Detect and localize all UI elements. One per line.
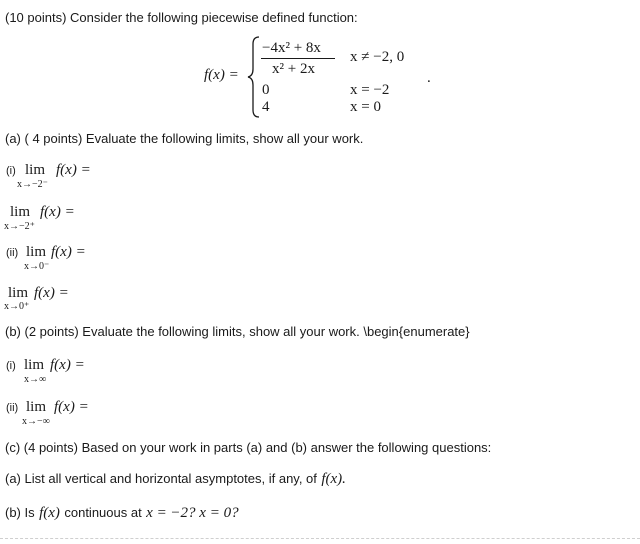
function-period: . bbox=[427, 70, 431, 86]
lim-operator: lim bbox=[26, 399, 47, 415]
limit-expression: f(x) = bbox=[54, 399, 89, 415]
limit-subscript: x→0⁻ bbox=[24, 261, 50, 272]
question-math: f(x) bbox=[39, 505, 60, 521]
question-text: (a) List all vertical and horizontal asymptotes, if any, of bbox=[5, 471, 317, 486]
part-a-title: (a) ( 4 points) Evaluate the following limits, show all your work. bbox=[5, 131, 364, 146]
question-c-b bbox=[5, 504, 239, 522]
lim-operator: lim bbox=[10, 204, 31, 220]
case3-condition: x = 0 bbox=[350, 99, 381, 115]
limit-expression: f(x) = bbox=[40, 204, 75, 220]
limit-subscript: x→0⁺ bbox=[4, 301, 30, 312]
question-text: (b) Is bbox=[5, 505, 35, 520]
denominator: x² + 2x bbox=[272, 61, 315, 77]
question-header: (10 points) Consider the following piecewise defined function: bbox=[5, 10, 358, 25]
numerator: −4x² + 8x bbox=[262, 40, 321, 56]
lim-operator: lim bbox=[8, 285, 29, 301]
fraction-bar bbox=[261, 58, 335, 59]
question-c-a bbox=[5, 470, 346, 488]
lim-operator: lim bbox=[26, 244, 47, 260]
part-c-title: (c) (4 points) Based on your work in parts (a) and (b) answer the following questions: bbox=[5, 440, 492, 455]
left-brace bbox=[247, 36, 261, 118]
part-b-title: (b) (2 points) Evaluate the following limits, show all your work. \begin{enumerate} bbox=[5, 324, 470, 339]
limit-expression: f(x) = bbox=[51, 244, 86, 260]
limit-subscript: x→−2⁺ bbox=[4, 221, 35, 232]
bottom-divider bbox=[0, 538, 640, 539]
lim-operator: lim bbox=[25, 162, 46, 178]
lim-operator: lim bbox=[24, 357, 45, 373]
limit-expression: f(x) = bbox=[56, 162, 91, 178]
question-math: x = −2? x = 0? bbox=[146, 505, 239, 521]
limit-subscript: x→−∞ bbox=[22, 416, 50, 427]
limit-subscript: x→−2⁻ bbox=[17, 179, 48, 190]
item-prefix: (i) bbox=[6, 360, 16, 372]
item-prefix: (ii) bbox=[6, 402, 19, 414]
function-lhs: f(x) = bbox=[204, 67, 239, 83]
limit-expression: f(x) = bbox=[50, 357, 85, 373]
limit-expression: f(x) = bbox=[34, 285, 69, 301]
case3-value: 4 bbox=[262, 99, 270, 115]
case2-value: 0 bbox=[262, 82, 270, 98]
limit-subscript: x→∞ bbox=[24, 374, 47, 385]
question-math: f(x). bbox=[321, 471, 346, 487]
case1-condition: x ≠ −2, 0 bbox=[350, 49, 405, 65]
case2-condition: x = −2 bbox=[350, 82, 390, 98]
item-prefix: (i) bbox=[6, 165, 16, 177]
question-text: continuous at bbox=[64, 505, 142, 520]
item-prefix: (ii) bbox=[6, 247, 19, 259]
